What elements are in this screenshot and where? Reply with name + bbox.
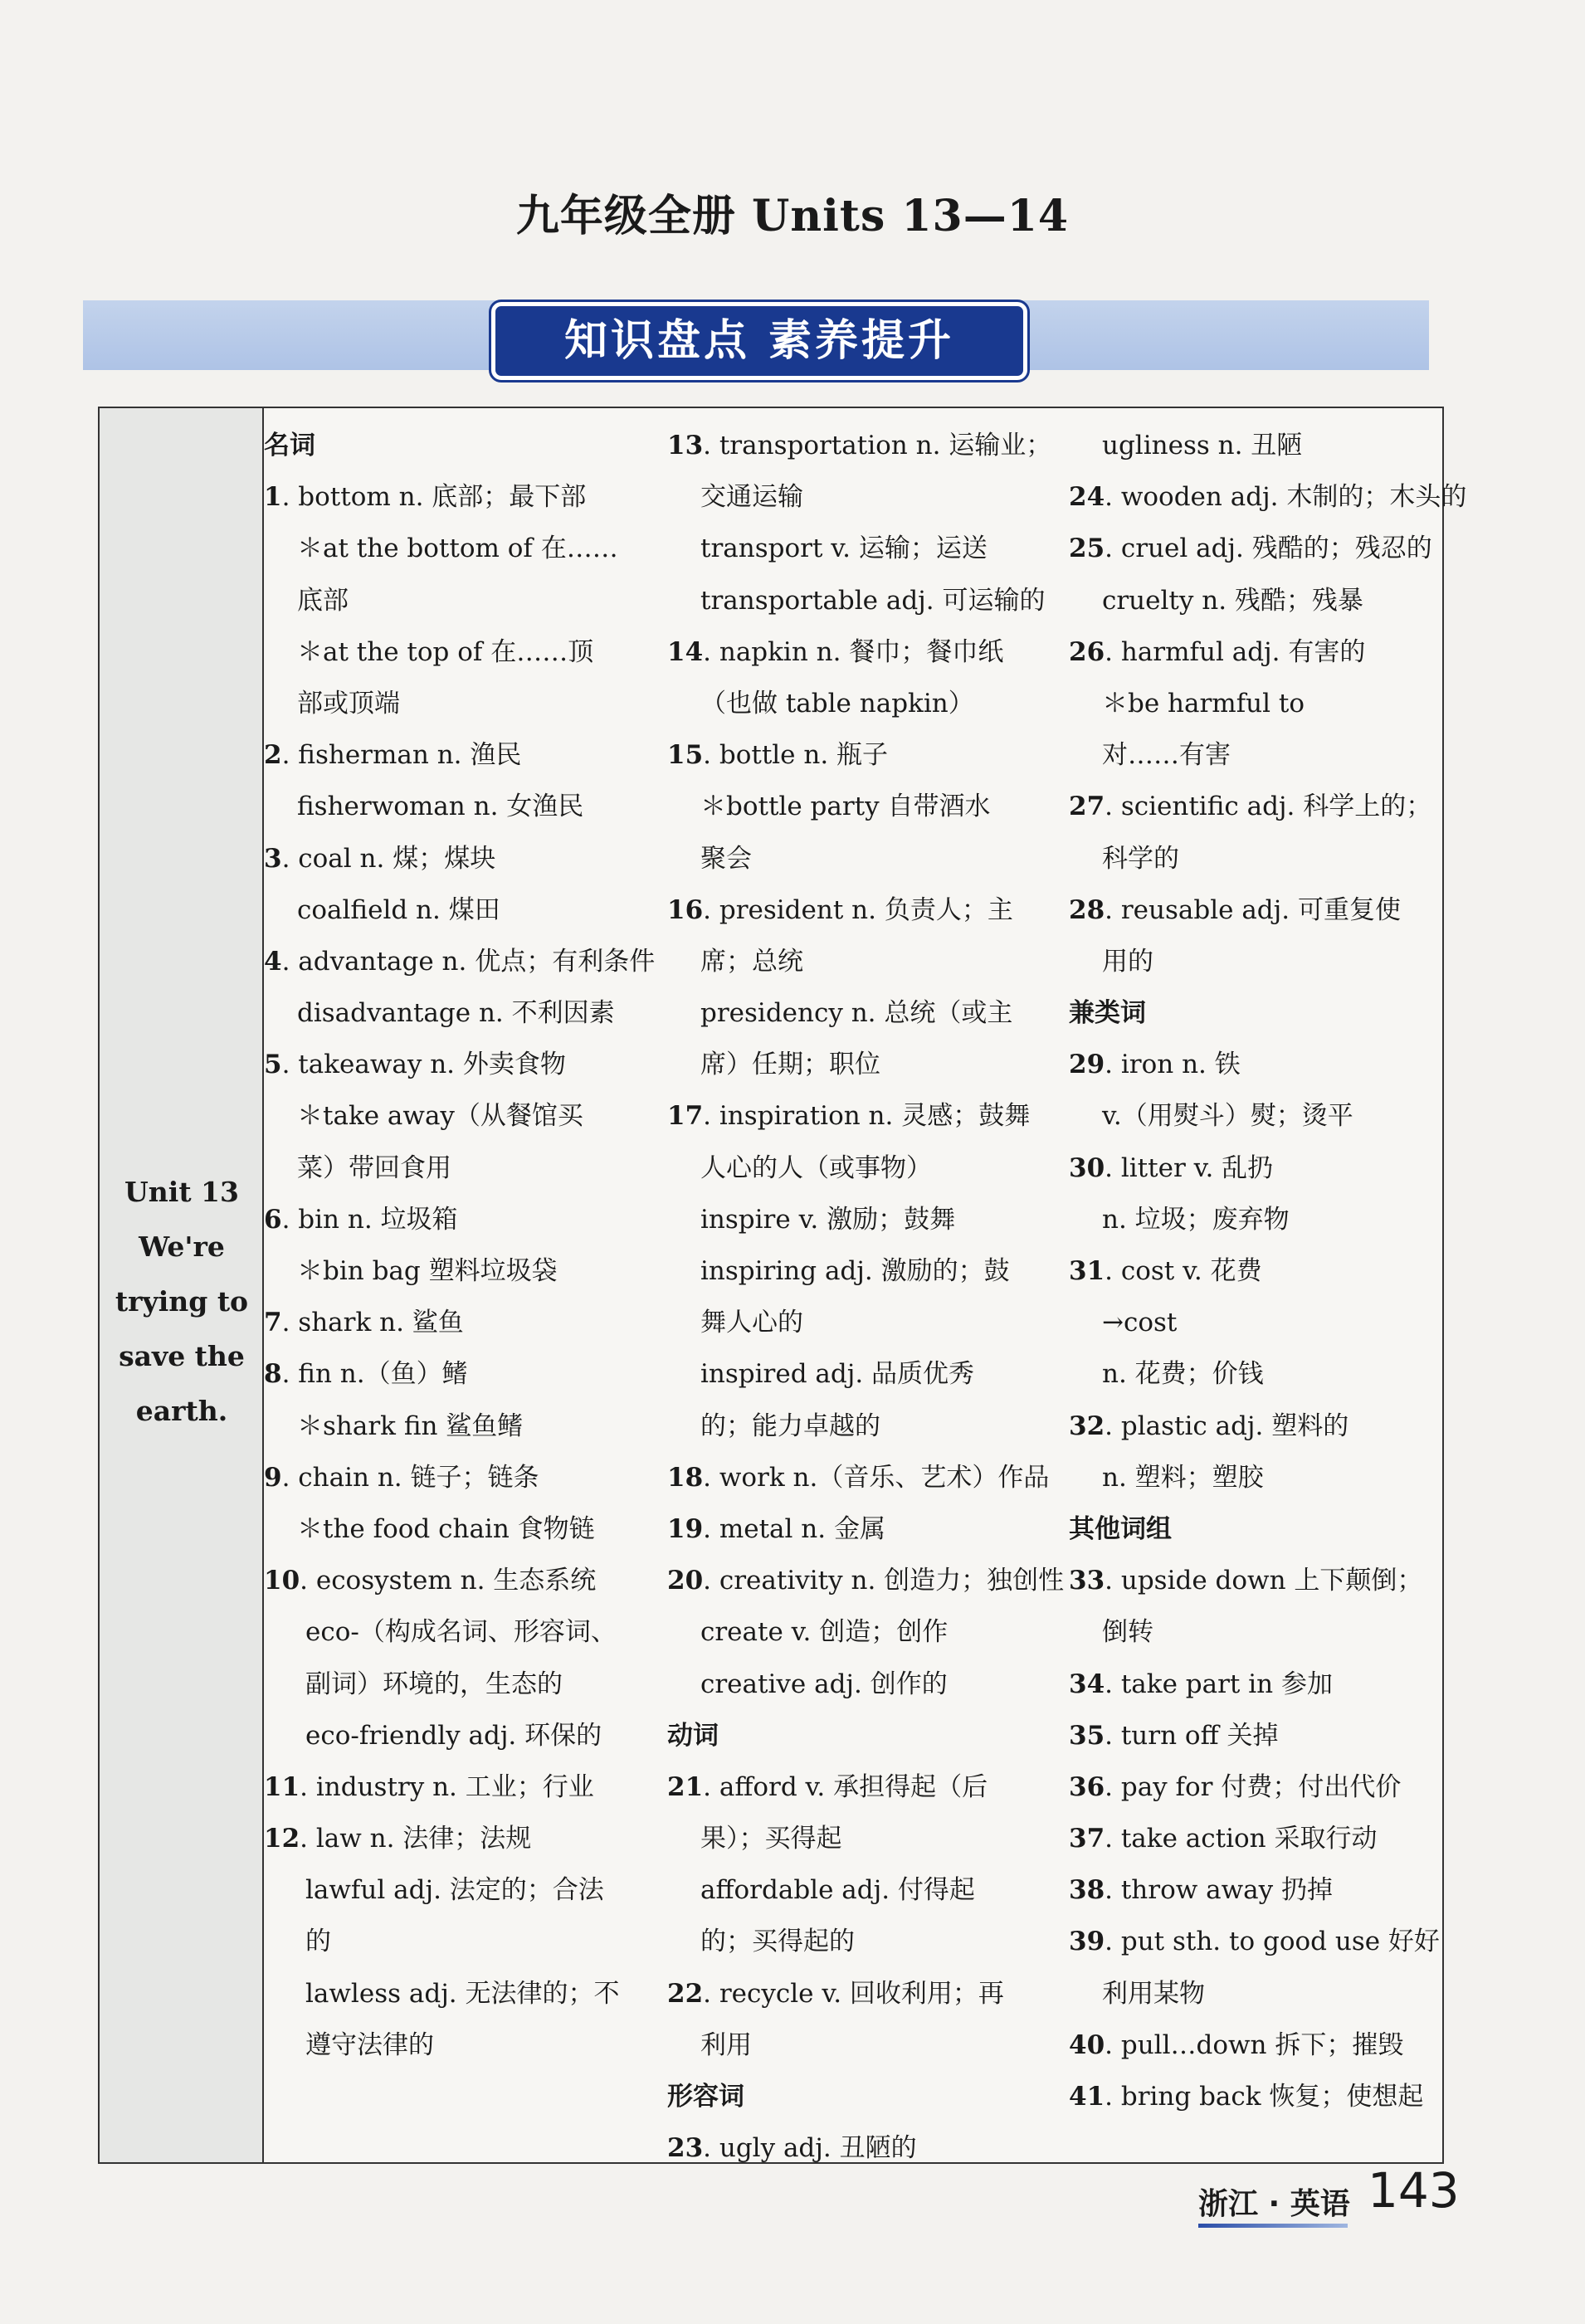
- entry-text: . throw away 扔掉: [1105, 1875, 1334, 1906]
- entry-number: 2: [264, 740, 282, 771]
- entry-text: . industry n. 工业；行业: [300, 1771, 594, 1802]
- category-heading: 名词: [264, 431, 315, 460]
- vocab-continuation: n. 塑料；塑胶: [1102, 1462, 1264, 1493]
- entry-text: . afford v. 承担得起（后: [703, 1771, 988, 1802]
- entry-number: 5: [264, 1050, 282, 1080]
- entry-text: . fisherman n. 渔民: [281, 740, 522, 771]
- entry-text: . advantage n. 优点；有利条件: [281, 946, 656, 977]
- vocab-entry: [1069, 1039, 1446, 1090]
- entry-text: . work n.（音乐、艺术）作品: [703, 1462, 1050, 1493]
- entry-number: 19: [667, 1513, 704, 1544]
- vocab-entry: [1069, 1245, 1446, 1297]
- entry-number: 35: [1069, 1720, 1105, 1751]
- vocab-continuation: presidency n. 总统（或主: [700, 998, 1013, 1029]
- vocab-entry: [1069, 1143, 1446, 1194]
- vocab-continuation: n. 垃圾；废弃物: [1102, 1204, 1290, 1235]
- entry-text: . law n. 法律；法规: [300, 1824, 532, 1854]
- page-number: 143: [1368, 2162, 1460, 2219]
- vocab-continuation: transportable adj. 可运输的: [700, 585, 1046, 616]
- vocab-continuation: （也做 table napkin）: [700, 688, 974, 719]
- vocab-continuation: →cost: [1102, 1308, 1178, 1338]
- entry-text: . coal n. 煤；煤块: [281, 843, 496, 874]
- unit-label-line: trying to: [115, 1285, 249, 1318]
- entry-text: . fin n.（鱼）鳍: [281, 1359, 468, 1390]
- unit-label: [100, 1165, 264, 1439]
- vocab-entry: [264, 1761, 662, 1813]
- vocab-column-3: [1069, 420, 1467, 2122]
- vocab-entry: [264, 833, 662, 884]
- entry-number: 41: [1069, 2082, 1105, 2112]
- entry-text: . bottle n. 瓶子: [703, 740, 889, 771]
- vocab-continuation: 对……有害: [1102, 740, 1231, 771]
- vocab-continuation: 聚会: [700, 843, 752, 874]
- vocab-column-1: [264, 420, 662, 2071]
- vocab-continuation: eco-friendly adj. 环保的: [305, 1720, 602, 1751]
- vocab-continuation: 部或顶端: [297, 688, 400, 719]
- vocab-entry: [1069, 1916, 1446, 1967]
- entry-text: . cost v. 花费: [1105, 1256, 1262, 1286]
- vocab-entry: [667, 1503, 1066, 1555]
- entry-number: 17: [667, 1101, 704, 1132]
- entry-text: . take part in 参加: [1105, 1669, 1333, 1699]
- vocab-entry: [667, 1968, 1066, 2019]
- unit-column: [100, 408, 264, 2162]
- vocab-phrase: ＊shark fin 鲨鱼鳍: [297, 1410, 524, 1441]
- vocab-entry: [1069, 884, 1446, 936]
- entry-text: . transportation n. 运输业；: [703, 431, 1052, 460]
- vocab-entry: [667, 420, 1066, 471]
- entry-text: . bring back 恢复；使想起: [1105, 2082, 1424, 2112]
- entry-number: 15: [667, 740, 704, 771]
- entry-text: . metal n. 金属: [703, 1513, 885, 1544]
- vocab-entry: [264, 1452, 662, 1503]
- vocab-entry: [1069, 471, 1467, 523]
- entry-number: 30: [1069, 1152, 1105, 1183]
- entry-number: 31: [1069, 1256, 1105, 1286]
- vocab-continuation: create v. 创造；创作: [700, 1617, 949, 1648]
- vocab-entry: [264, 1039, 662, 1090]
- vocab-continuation: ugliness n. 丑陋: [1102, 431, 1303, 460]
- unit-label-line: Unit 13: [124, 1176, 239, 1208]
- vocab-continuation: 菜）带回食用: [297, 1152, 451, 1183]
- vocab-phrase: ＊bin bag 塑料垃圾袋: [297, 1256, 558, 1286]
- vocab-entry: [264, 936, 662, 987]
- vocab-entry: [667, 729, 1066, 781]
- vocab-entry: [1069, 2019, 1446, 2071]
- entry-text: . bin n. 垃圾箱: [281, 1204, 458, 1235]
- vocab-continuation: 倒转: [1102, 1617, 1153, 1648]
- vocab-entry: [1069, 1555, 1446, 1606]
- entry-text: . takeaway n. 外卖食物: [281, 1050, 566, 1080]
- entry-number: 37: [1069, 1824, 1105, 1854]
- entry-number: 33: [1069, 1566, 1105, 1596]
- entry-number: 4: [264, 946, 282, 977]
- vocab-entry: [264, 1555, 662, 1606]
- vocab-continuation: 席；总统: [700, 946, 803, 977]
- vocab-continuation: inspired adj. 品质优秀: [700, 1359, 975, 1390]
- vocab-entry: [264, 1348, 662, 1400]
- vocab-continuation: inspire v. 激励；鼓舞: [700, 1204, 956, 1235]
- vocab-continuation: lawful adj. 法定的；合法: [305, 1875, 604, 1906]
- entry-text: . litter v. 乱扔: [1105, 1152, 1274, 1183]
- entry-text: . scientific adj. 科学上的；: [1105, 792, 1432, 822]
- entry-number: 38: [1069, 1875, 1105, 1906]
- vocab-continuation: transport v. 运输；运送: [700, 533, 988, 564]
- category-heading: 形容词: [667, 2082, 744, 2112]
- entry-number: 32: [1069, 1410, 1105, 1441]
- vocab-continuation: 用的: [1102, 946, 1153, 977]
- entry-text: . pay for 付费；付出代价: [1105, 1771, 1402, 1802]
- vocab-phrase: ＊the food chain 食物链: [297, 1513, 595, 1544]
- vocab-entry: [667, 1761, 1066, 1813]
- vocab-continuation: eco-（构成名词、形容词、: [305, 1617, 617, 1648]
- entry-text: . ecosystem n. 生态系统: [300, 1566, 597, 1596]
- entry-text: . napkin n. 餐巾；餐巾纸: [703, 636, 1004, 667]
- vocab-continuation: 遵守法律的: [305, 2029, 434, 2060]
- vocab-continuation: n. 花费；价钱: [1102, 1359, 1264, 1390]
- vocab-continuation: 果）；买得起: [700, 1824, 842, 1854]
- entry-number: 7: [264, 1308, 282, 1338]
- entry-number: 27: [1069, 792, 1105, 822]
- vocab-continuation: 副词）环境的，生态的: [305, 1669, 563, 1699]
- entry-text: . reusable adj. 可重复使: [1105, 894, 1401, 925]
- vocab-entry: [264, 729, 662, 781]
- entry-number: 6: [264, 1204, 282, 1235]
- vocab-continuation: inspiring adj. 激励的；鼓: [700, 1256, 1010, 1286]
- category-heading: 其他词组: [1069, 1513, 1172, 1544]
- vocab-continuation: 底部: [297, 585, 349, 616]
- vocab-continuation: disadvantage n. 不利因素: [297, 998, 615, 1029]
- entry-text: . upside down 上下颠倒；: [1105, 1566, 1423, 1596]
- entry-number: 14: [667, 636, 704, 667]
- vocab-continuation: 席）任期；职位: [700, 1050, 880, 1080]
- vocab-continuation: 人心的人（或事物）: [700, 1152, 932, 1183]
- unit-label-line: save the: [119, 1340, 245, 1372]
- vocab-entry: [1069, 1710, 1446, 1761]
- vocab-entry: [667, 1090, 1066, 1142]
- vocab-phrase: ＊at the bottom of 在……: [297, 533, 618, 564]
- category-heading: 动词: [667, 1720, 719, 1751]
- vocab-entry: [1069, 1401, 1446, 1452]
- entry-number: 9: [264, 1462, 282, 1493]
- entry-text: . iron n. 铁: [1105, 1050, 1241, 1080]
- vocab-entry: [1069, 781, 1446, 832]
- unit-label-line: earth.: [135, 1395, 228, 1427]
- entry-number: 39: [1069, 1927, 1105, 1957]
- entry-text: . cruel adj. 残酷的；残忍的: [1105, 533, 1432, 564]
- vocab-continuation: 利用某物: [1102, 1978, 1205, 2009]
- entry-text: . shark n. 鲨鱼: [281, 1308, 464, 1338]
- vocab-entry: [264, 1194, 662, 1245]
- entry-number: 40: [1069, 2029, 1105, 2060]
- entry-number: 34: [1069, 1669, 1105, 1699]
- vocab-entry: [667, 1452, 1066, 1503]
- entry-text: . inspiration n. 灵感；鼓舞: [703, 1101, 1031, 1132]
- entry-number: 22: [667, 1978, 704, 2009]
- vocab-continuation: v.（用熨斗）熨；烫平: [1102, 1101, 1353, 1132]
- vocab-phrase: ＊at the top of 在……顶: [297, 636, 594, 667]
- section-banner-title: 知识盘点 素养提升: [491, 302, 1027, 380]
- entry-number: 18: [667, 1462, 704, 1493]
- entry-text: . plastic adj. 塑料的: [1105, 1410, 1349, 1441]
- entry-text: . chain n. 链子；链条: [281, 1462, 539, 1493]
- entry-number: 3: [264, 843, 282, 874]
- category-heading: 兼类词: [1069, 998, 1146, 1029]
- vocab-entry: [1069, 2071, 1446, 2122]
- entry-number: 13: [667, 431, 704, 460]
- vocab-entry: [667, 626, 1066, 678]
- vocab-entry: [667, 2122, 1066, 2174]
- vocab-continuation: fisherwoman n. 女渔民: [297, 792, 584, 822]
- vocab-continuation: 的: [305, 1927, 331, 1957]
- vocab-phrase: ＊take away（从餐馆买: [297, 1101, 583, 1132]
- entry-text: . pull…down 拆下；摧毁: [1105, 2029, 1404, 2060]
- vocab-continuation: 的；能力卓越的: [700, 1410, 880, 1441]
- vocab-entry: [1069, 626, 1446, 678]
- vocab-continuation: coalfield n. 煤田: [297, 894, 500, 925]
- vocab-phrase: ＊bottle party 自带酒水: [700, 792, 991, 822]
- vocab-entry: [667, 1555, 1066, 1606]
- vocab-continuation: 舞人心的: [700, 1308, 803, 1338]
- vocab-continuation: 交通运输: [700, 482, 803, 513]
- entry-number: 12: [264, 1824, 300, 1854]
- entry-text: . put sth. to good use 好好: [1105, 1927, 1440, 1957]
- entry-number: 25: [1069, 533, 1105, 564]
- entry-number: 1: [264, 482, 282, 513]
- vocab-column-2: [667, 420, 1066, 2174]
- entry-number: 20: [667, 1566, 704, 1596]
- vocab-continuation: 的；买得起的: [700, 1927, 855, 1957]
- entry-text: . wooden adj. 木制的；木头的: [1105, 482, 1467, 513]
- vocab-entry: [1069, 1813, 1446, 1864]
- vocab-entry: [1069, 1659, 1446, 1710]
- unit-label-line: We're: [139, 1230, 225, 1263]
- vocab-continuation: creative adj. 创作的: [700, 1669, 948, 1699]
- entry-text: . turn off 关掉: [1105, 1720, 1279, 1751]
- vocab-continuation: cruelty n. 残酷；残暴: [1102, 585, 1363, 616]
- entry-text: . ugly adj. 丑陋的: [703, 2133, 917, 2164]
- vocab-entry: [1069, 1864, 1446, 1916]
- footer-underline: [1198, 2224, 1348, 2228]
- vocab-continuation: 科学的: [1102, 843, 1179, 874]
- vocab-continuation: 利用: [700, 2029, 752, 2060]
- vocab-entry: [264, 1297, 662, 1348]
- entry-number: 21: [667, 1771, 704, 1802]
- entry-text: . recycle v. 回收利用；再: [703, 1978, 1004, 2009]
- vocab-entry: [1069, 523, 1446, 574]
- vocabulary-table: [98, 407, 1467, 2164]
- page-title: 九年级全册 Units 13—14: [515, 191, 1070, 241]
- entry-number: 11: [264, 1771, 300, 1802]
- entry-number: 10: [264, 1566, 300, 1596]
- footer-region-subject: 浙江 · 英语: [1198, 2187, 1350, 2221]
- vocab-entry: [1069, 1761, 1446, 1813]
- entry-text: . president n. 负责人；主: [703, 894, 1013, 925]
- entry-number: 24: [1069, 482, 1105, 513]
- entry-number: 29: [1069, 1050, 1105, 1080]
- entry-text: . bottom n. 底部；最下部: [281, 482, 587, 513]
- entry-number: 8: [264, 1359, 282, 1390]
- entry-number: 26: [1069, 636, 1105, 667]
- entry-number: 36: [1069, 1771, 1105, 1802]
- vocab-entry: [264, 1813, 662, 1864]
- vocab-continuation: affordable adj. 付得起: [700, 1875, 975, 1906]
- vocab-entry: [264, 471, 662, 523]
- entry-text: . creativity n. 创造力；独创性: [703, 1566, 1065, 1596]
- vocab-phrase: ＊be harmful to: [1102, 688, 1305, 719]
- entry-number: 16: [667, 894, 704, 925]
- entry-text: . harmful adj. 有害的: [1105, 636, 1366, 667]
- vocab-continuation: lawless adj. 无法律的；不: [305, 1978, 620, 2009]
- entry-number: 28: [1069, 894, 1105, 925]
- vocab-entry: [667, 884, 1066, 936]
- entry-number: 23: [667, 2133, 704, 2164]
- entry-text: . take action 采取行动: [1105, 1824, 1378, 1854]
